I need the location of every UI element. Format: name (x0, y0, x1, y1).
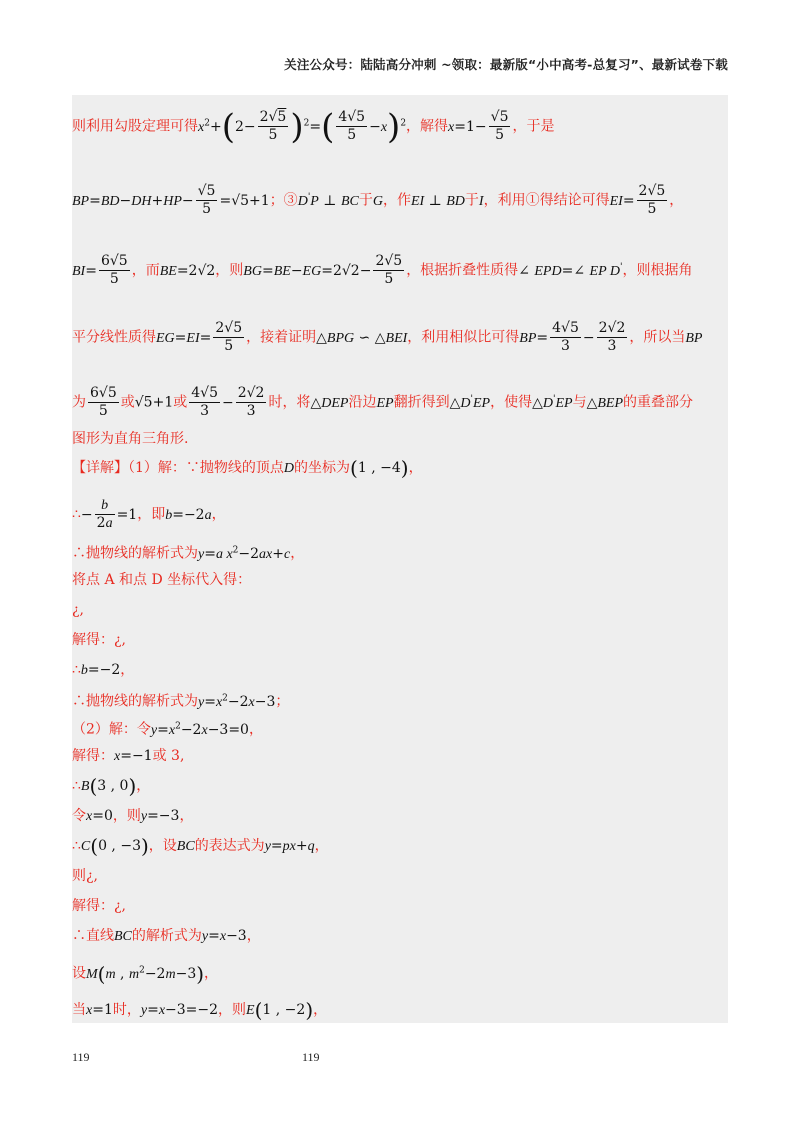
detail-line-8: ∴抛物线的解析式为$y=x^2-2x-3$； (72, 693, 290, 710)
page-header: 关注公众号：陆陆高分冲刺 ~领取：最新版“小中高考-总复习”、最新试卷下载 (284, 57, 728, 72)
analysis-line-6: 图形为直角三角形. (72, 431, 189, 447)
detail-line-5: ¿, (72, 602, 84, 618)
detail-line-14: 则¿, (72, 868, 98, 884)
detail-line-18: 当x=1时，y=x−3=−2，则E(1 , −2)， (72, 998, 328, 1022)
analysis-line-1: 则利用勾股定理可得$x^2+(2-$ $\frac{2√5}{5}$ )$^2$=( $\frac{4√5}{5}$ −x)$^2$，解得x=1− $\frac{√5}{5}$ ，于是 (72, 106, 555, 147)
detail-line-7: ∴b=−2， (72, 662, 135, 678)
analysis-line-4: 平分线性质得EG=EI= $\frac{2√5}{5}$ ，接着证明△BPG ∽ △BEI，利用相似比可得BP= $\frac{4√5}{3}$ − $\frac{2√2}{3}$ ，所以当BP (72, 320, 703, 354)
detail-line-3: ∴抛物线的解析式为y=a $x^2-2ax+c$， (72, 545, 305, 562)
detail-line-9: （2）解：令$y=x^2-2x-3=0$， (72, 721, 263, 738)
detail-line-15: 解得：¿, (72, 898, 126, 914)
detail-line-13: ∴C(0 , −3)，设BC的表达式为y=px+q， (72, 834, 329, 858)
detail-line-1: 【详解】（1）解：∵抛物线的顶点D的坐标为(1 , −4)， (72, 456, 423, 480)
detail-line-10: 解得：x=−1或 3, (72, 748, 185, 764)
page-number-right: 119 (302, 1050, 320, 1064)
detail-line-11: ∴B(3 , 0)， (72, 774, 151, 798)
analysis-line-2: BP=BD−DH+HP− $\frac{√5}{5}$ =√5+1；③D'P ⊥ BC于G，作EI ⊥ BD于I，利用①得结论可得EI= $\frac{2√5}{5}$ ， (72, 183, 684, 217)
detail-line-17: 设M(m , $m^2-2m-3$)， (72, 961, 219, 986)
page-number-left: 119 (72, 1050, 90, 1064)
solution-panel (72, 95, 728, 1023)
detail-line-6: 解得：¿, (72, 632, 126, 648)
detail-line-2: ∴− $\frac{b}{2a}$ =1，即b=−2a， (72, 498, 226, 531)
analysis-line-3: BI= $\frac{6√5}{5}$ ，而BE=2√2，则BG=BE−EG=2√2− $\frac{2√5}{5}$ ，根据折叠性质得∠ EPD=∠ EP D'，则根据角 (72, 253, 693, 287)
detail-line-12: 令x=0，则y=−3， (72, 808, 194, 824)
analysis-line-5: 为 $\frac{6√5}{5}$ 或√5+1或 $\frac{4√5}{3}$ − $\frac{2√2}{3}$ 时，将△DEP沿边EP翻折得到△D'EP，使得△D'EP与△BEP的重叠部分 (72, 385, 694, 419)
detail-line-4: 将点 A 和点 D 坐标代入得： (72, 572, 252, 588)
detail-line-16: ∴直线BC的解析式为y=x−3， (72, 928, 261, 944)
